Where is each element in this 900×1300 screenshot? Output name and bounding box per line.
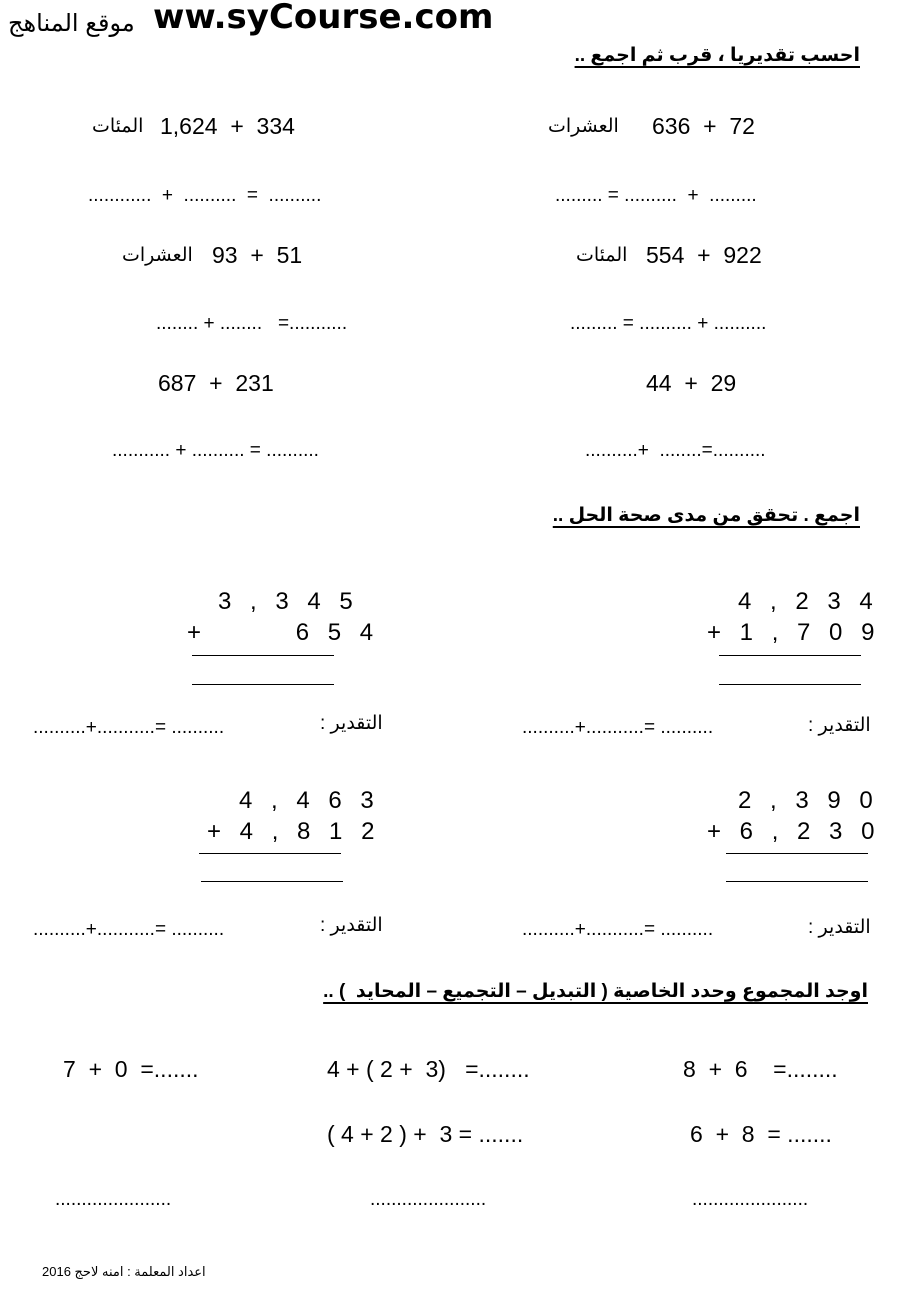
problem1-unit: العشرات xyxy=(548,116,619,137)
vproblem3-bottom: + 6 , 2 3 0 xyxy=(707,818,881,845)
site-label-arabic: موقع المناهج xyxy=(8,10,135,37)
problem2-unit: المئات xyxy=(92,116,144,137)
property-answer-line-2: ...................... xyxy=(370,1189,487,1210)
estimate-dots-2: ..........+...........= .......... xyxy=(33,717,225,738)
property-answer-line-3: ...................... xyxy=(55,1189,172,1210)
problem1-answer: ......... = .......... + ......... xyxy=(555,185,757,206)
problem3-answer: ......... = .......... + .......... xyxy=(570,313,767,334)
problem6-answer: ........... + .......... = .......... xyxy=(112,440,319,461)
problem3-expression xyxy=(646,244,762,267)
problem1-expr-text: 27 + 636 xyxy=(652,113,755,139)
section2-title: اجمع . تحقق من مدى صحة الحل .. xyxy=(552,505,860,526)
section1-title: احسب تقديريا ، قرب ثم اجمع .. xyxy=(574,45,860,66)
problem2-expression: 1,624 + 334 xyxy=(160,113,295,139)
problem4-unit: العشرات xyxy=(122,245,193,266)
problem5-answer: ..........+ ........=.......... xyxy=(585,440,766,461)
vproblem2-answer-line xyxy=(192,684,334,685)
property-item-1: 8 + 6 =........ xyxy=(683,1056,838,1082)
estimate-dots-4: ..........+...........= .......... xyxy=(33,919,225,940)
vproblem2-bottom: + 6 5 4 xyxy=(187,619,380,646)
vproblem1-sum-line xyxy=(719,655,861,656)
footer-credit: اعداد المعلمة : امنه لاحج 2016 xyxy=(42,1264,206,1279)
vproblem4-sum-line xyxy=(199,853,341,854)
vproblem4-top: 4 , 4 6 3 xyxy=(239,787,380,814)
vproblem1-bottom: + 1 , 7 0 9 xyxy=(707,619,881,646)
estimate-dots-3: ..........+...........= .......... xyxy=(522,919,714,940)
vproblem4-bottom: + 4 , 8 1 2 xyxy=(207,818,381,845)
vproblem4-answer-line xyxy=(201,881,343,882)
property-item-4: 6 + 8 = ....... xyxy=(690,1121,832,1147)
vproblem3-top: 2 , 3 9 0 xyxy=(738,787,879,814)
vproblem3-answer-line xyxy=(726,881,868,882)
property-item-2: 4 + ( 2 + 3) =........ xyxy=(327,1056,530,1082)
section3-title: اوجد المجموع وحدد الخاصية ( التبديل – التجميع – المحايد ) .. xyxy=(323,981,868,1002)
property-answer-line-1: ...................... xyxy=(692,1189,809,1210)
vproblem2-top: 3 , 3 4 5 xyxy=(218,588,359,615)
estimate-label-1: التقدير : xyxy=(808,715,871,736)
property-item-5: ( 4 + 2 ) + 3 = ....... xyxy=(327,1121,524,1147)
estimate-label-2: التقدير : xyxy=(320,713,383,734)
estimate-label-4: التقدير : xyxy=(320,915,383,936)
property-item-3: 7 + 0 =....... xyxy=(63,1056,199,1082)
problem4-expr-text: 15 + 39 xyxy=(212,242,303,268)
estimate-dots-1: ..........+...........= .......... xyxy=(522,717,714,738)
estimate-label-3: التقدير : xyxy=(808,917,871,938)
problem2-answer: ............ + .......... = .......... xyxy=(88,185,322,206)
vproblem2-sum-line xyxy=(192,655,334,656)
site-name[interactable]: ww.syCourse.com xyxy=(153,0,494,37)
problem3-expr-text: 229 + 455 xyxy=(646,242,762,268)
problem5-expression: 44 + 29 xyxy=(646,370,737,396)
problem3-unit: المئات xyxy=(576,245,628,266)
problem4-answer: ........ + ........ =........... xyxy=(156,313,348,334)
problem1-expression xyxy=(652,115,755,138)
vproblem1-answer-line xyxy=(719,684,861,685)
problem6-expression: 687 + 231 xyxy=(158,370,274,396)
vproblem3-sum-line xyxy=(726,853,868,854)
problem4-expression xyxy=(212,244,302,267)
vproblem1-top: 4 , 2 3 4 xyxy=(738,588,879,615)
